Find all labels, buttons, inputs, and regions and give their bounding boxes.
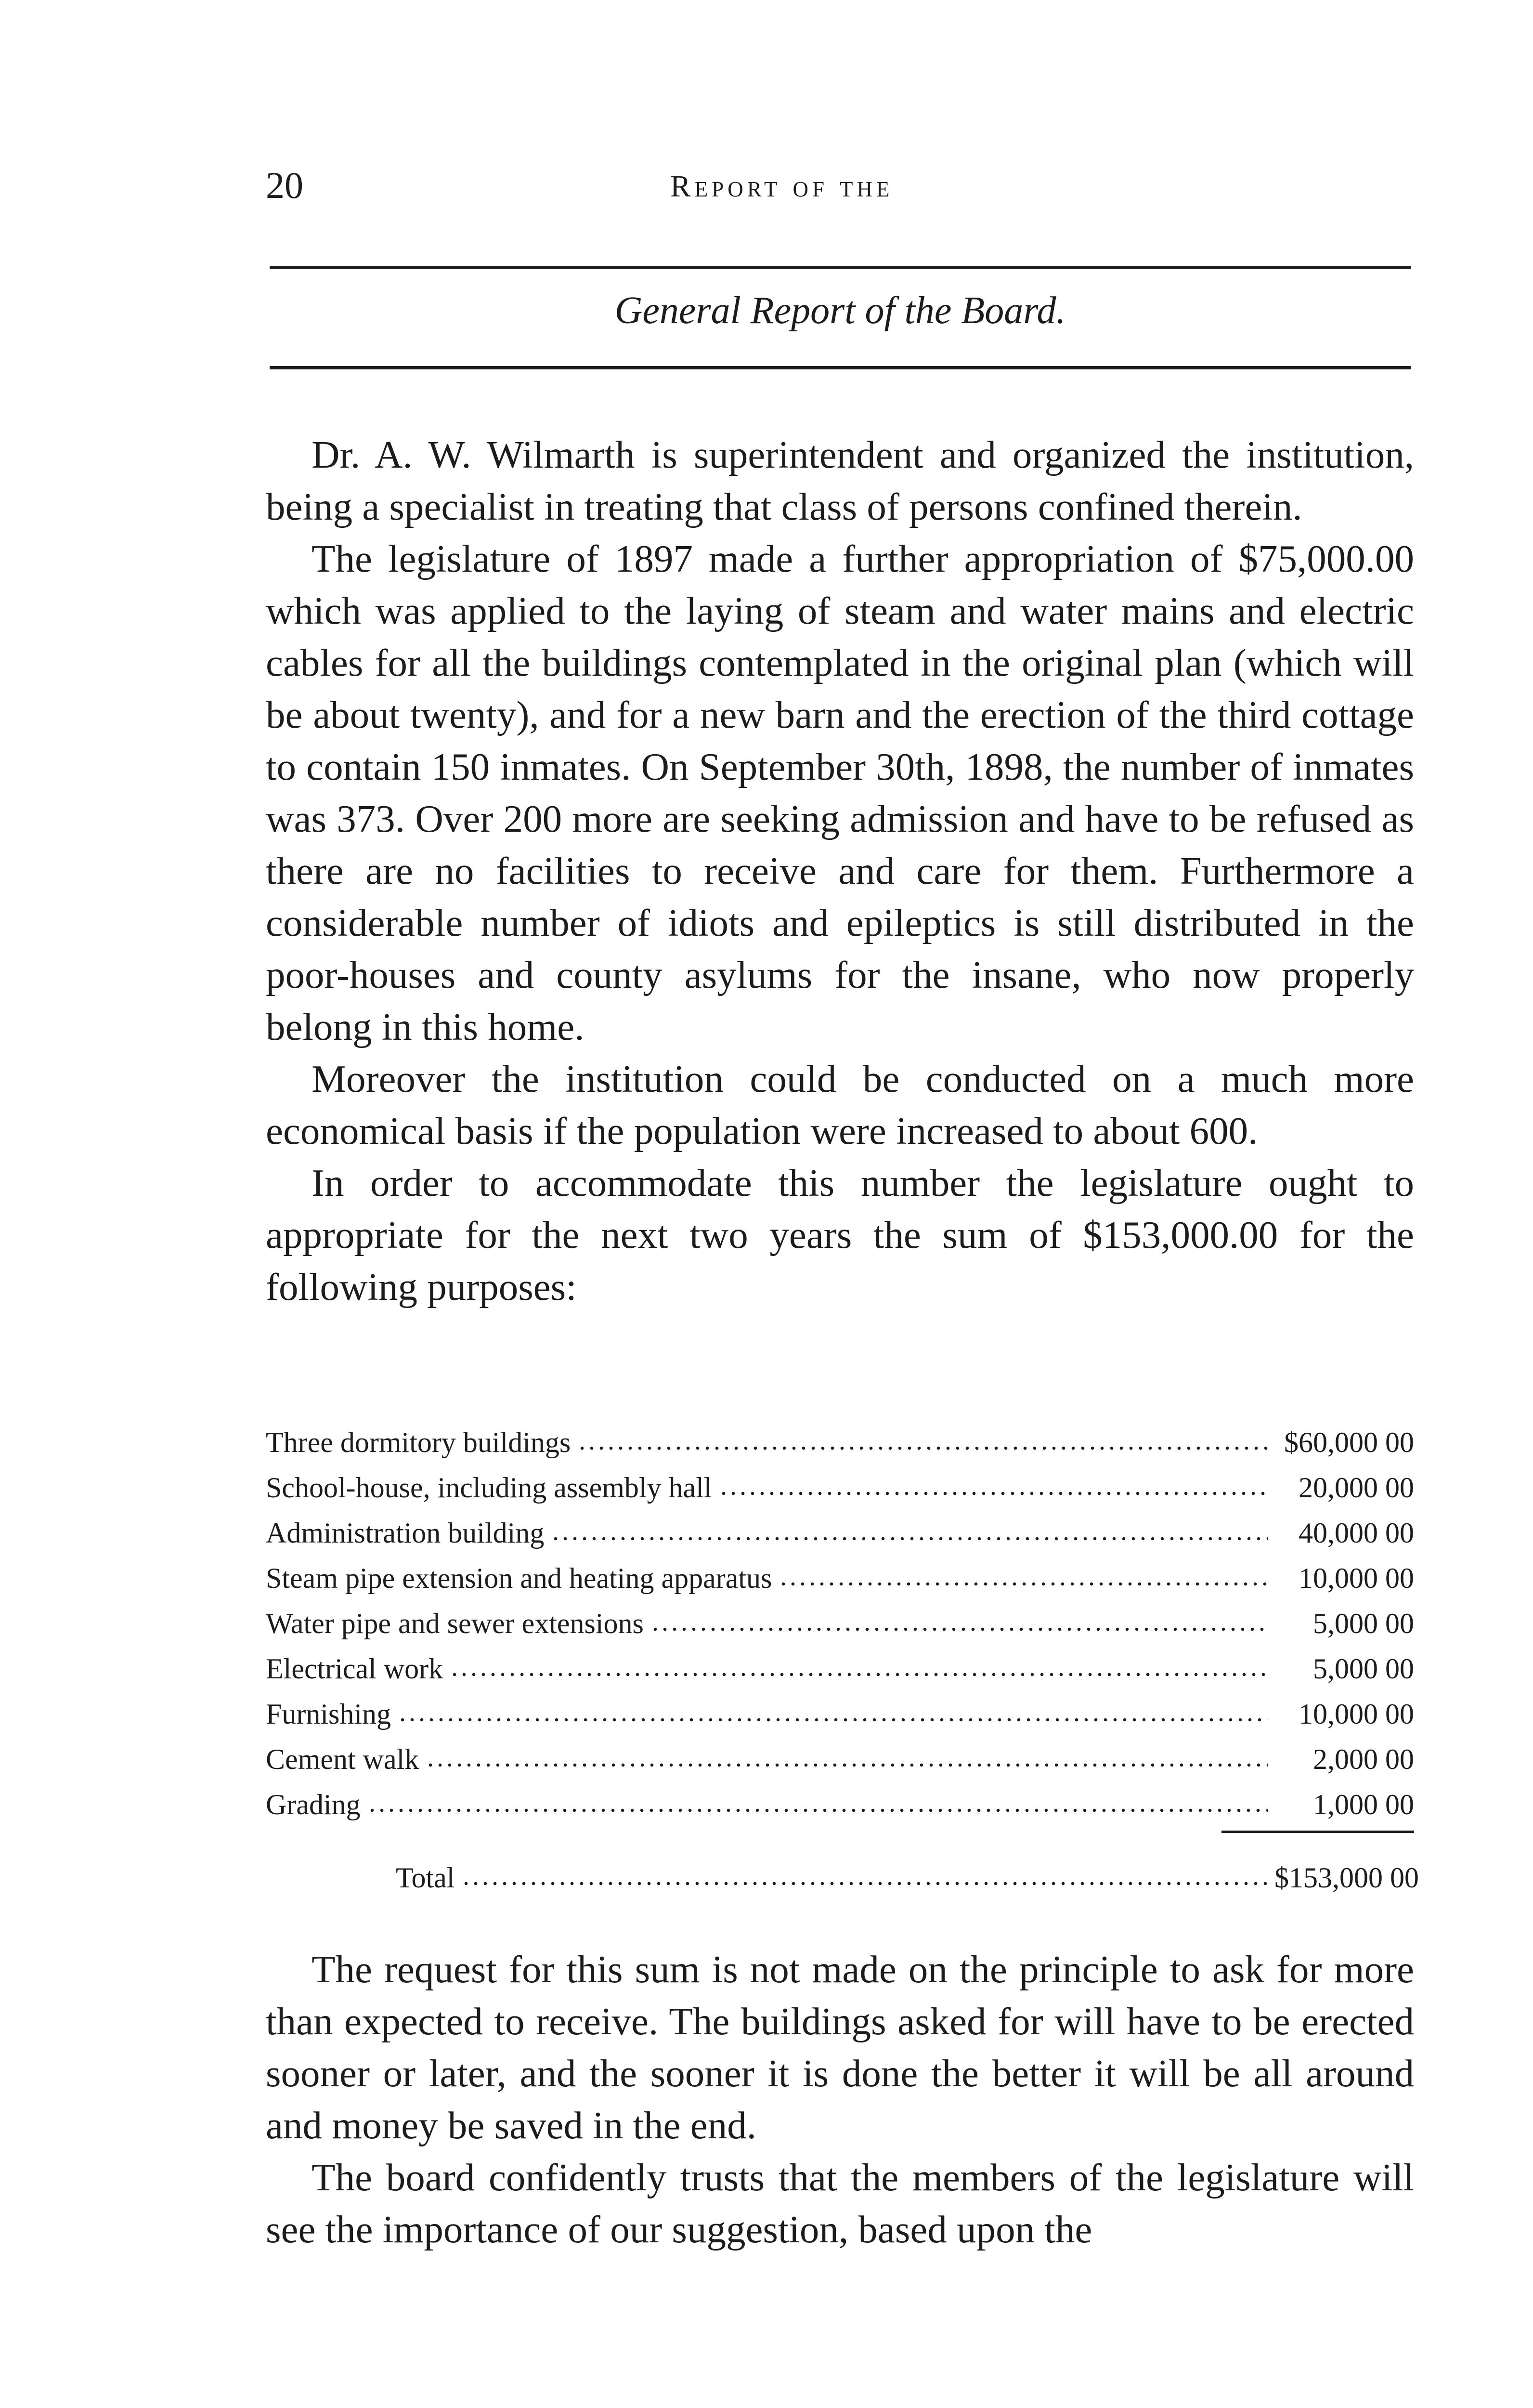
- item-amount: 10,000 00: [1299, 1698, 1414, 1730]
- item-label: Water pipe and sewer extensions: [266, 1608, 644, 1639]
- item-label: Administration building: [266, 1517, 545, 1549]
- dot-leader: [719, 1468, 1268, 1497]
- dot-leader: [367, 1785, 1268, 1814]
- body-text-bottom: [266, 1943, 1414, 2255]
- item-label: Three dormitory buildings: [266, 1426, 571, 1458]
- dot-leader: [426, 1740, 1268, 1769]
- budget-row: [266, 1695, 1414, 1740]
- budget-row: [266, 1604, 1414, 1649]
- budget-row: [266, 1740, 1414, 1785]
- dot-leader: [398, 1695, 1268, 1724]
- paragraph: Moreover the institution could be conducted on a much more economical basis if the population were increased to about 600.: [266, 1057, 1414, 1152]
- budget-row: [266, 1514, 1414, 1559]
- budget-row: [266, 1559, 1414, 1604]
- item-label: Cement walk: [266, 1743, 419, 1775]
- item-amount: 40,000 00: [1299, 1517, 1414, 1549]
- body-text-top: [266, 429, 1414, 1313]
- total-label: Total: [396, 1862, 455, 1894]
- item-label: School-house, including assembly hall: [266, 1472, 712, 1504]
- dot-leader: [450, 1649, 1268, 1678]
- item-amount: 5,000 00: [1313, 1653, 1414, 1685]
- paragraph: In order to accommodate this number the legislature ought to appropriate for the next two years the sum of $153,000.00 for the following purposes:: [266, 1161, 1414, 1309]
- page-number: 20: [266, 164, 303, 206]
- dot-leader: [461, 1858, 1268, 1887]
- paragraph: Dr. A. W. Wilmarth is superintendent and organized the institution, being a specialist in treating that class of persons confined therein.: [266, 433, 1414, 528]
- header-rule-top: [270, 266, 1411, 269]
- total-amount: $153,000 00: [1274, 1862, 1419, 1894]
- header-rule-bottom: [270, 366, 1411, 369]
- dot-leader: [551, 1514, 1268, 1543]
- paragraph: The board confidently trusts that the members of the legislature will see the importance of our suggestion, based upon the: [266, 2156, 1414, 2251]
- section-title: General Report of the Board.: [614, 289, 1066, 332]
- item-amount: 2,000 00: [1313, 1743, 1414, 1775]
- running-title: Report of the: [670, 169, 894, 203]
- dot-leader: [577, 1423, 1268, 1452]
- item-label: Grading: [266, 1789, 361, 1820]
- dot-leader: [779, 1559, 1268, 1588]
- paragraph: The legislature of 1897 made a further appropriation of $75,000.00 which was applied to the laying of steam and water mains and electric cables for all the buildings contemplated in the original plan (which will be about twenty), and for a new barn and the erection of the third cottage to contain 150 inmates. On September 30th, 1898, the number of inmates was 373. Over 200 more are seeking admission and have to be refused as there are no facilities to receive and care for them. Furthermore a considerable number of idiots and epileptics is still distributed in the poor-houses and county asylums for the insane, who now properly belong in this home.: [266, 537, 1414, 1048]
- item-label: Furnishing: [266, 1698, 391, 1730]
- dot-leader: [650, 1604, 1268, 1633]
- item-amount: $60,000 00: [1284, 1426, 1414, 1458]
- budget-row: [266, 1785, 1414, 1831]
- sum-rule: [1221, 1831, 1414, 1833]
- item-label: Electrical work: [266, 1653, 443, 1685]
- item-label: Steam pipe extension and heating apparatus: [266, 1562, 772, 1594]
- item-amount: 20,000 00: [1299, 1472, 1414, 1504]
- running-head: [266, 164, 1412, 222]
- budget-table: [266, 1423, 1419, 1904]
- budget-row: [266, 1649, 1414, 1695]
- total-row: [266, 1858, 1419, 1904]
- budget-row: [266, 1468, 1414, 1514]
- item-amount: 5,000 00: [1313, 1608, 1414, 1639]
- item-amount: 1,000 00: [1313, 1789, 1414, 1820]
- paragraph: The request for this sum is not made on the principle to ask for more than expected to receive. The buildings asked for will have to be erected sooner or later, and the sooner it is done the better it will be all around and money be saved in the end.: [266, 1948, 1414, 2147]
- budget-row: [266, 1423, 1414, 1468]
- item-amount: 10,000 00: [1299, 1562, 1414, 1594]
